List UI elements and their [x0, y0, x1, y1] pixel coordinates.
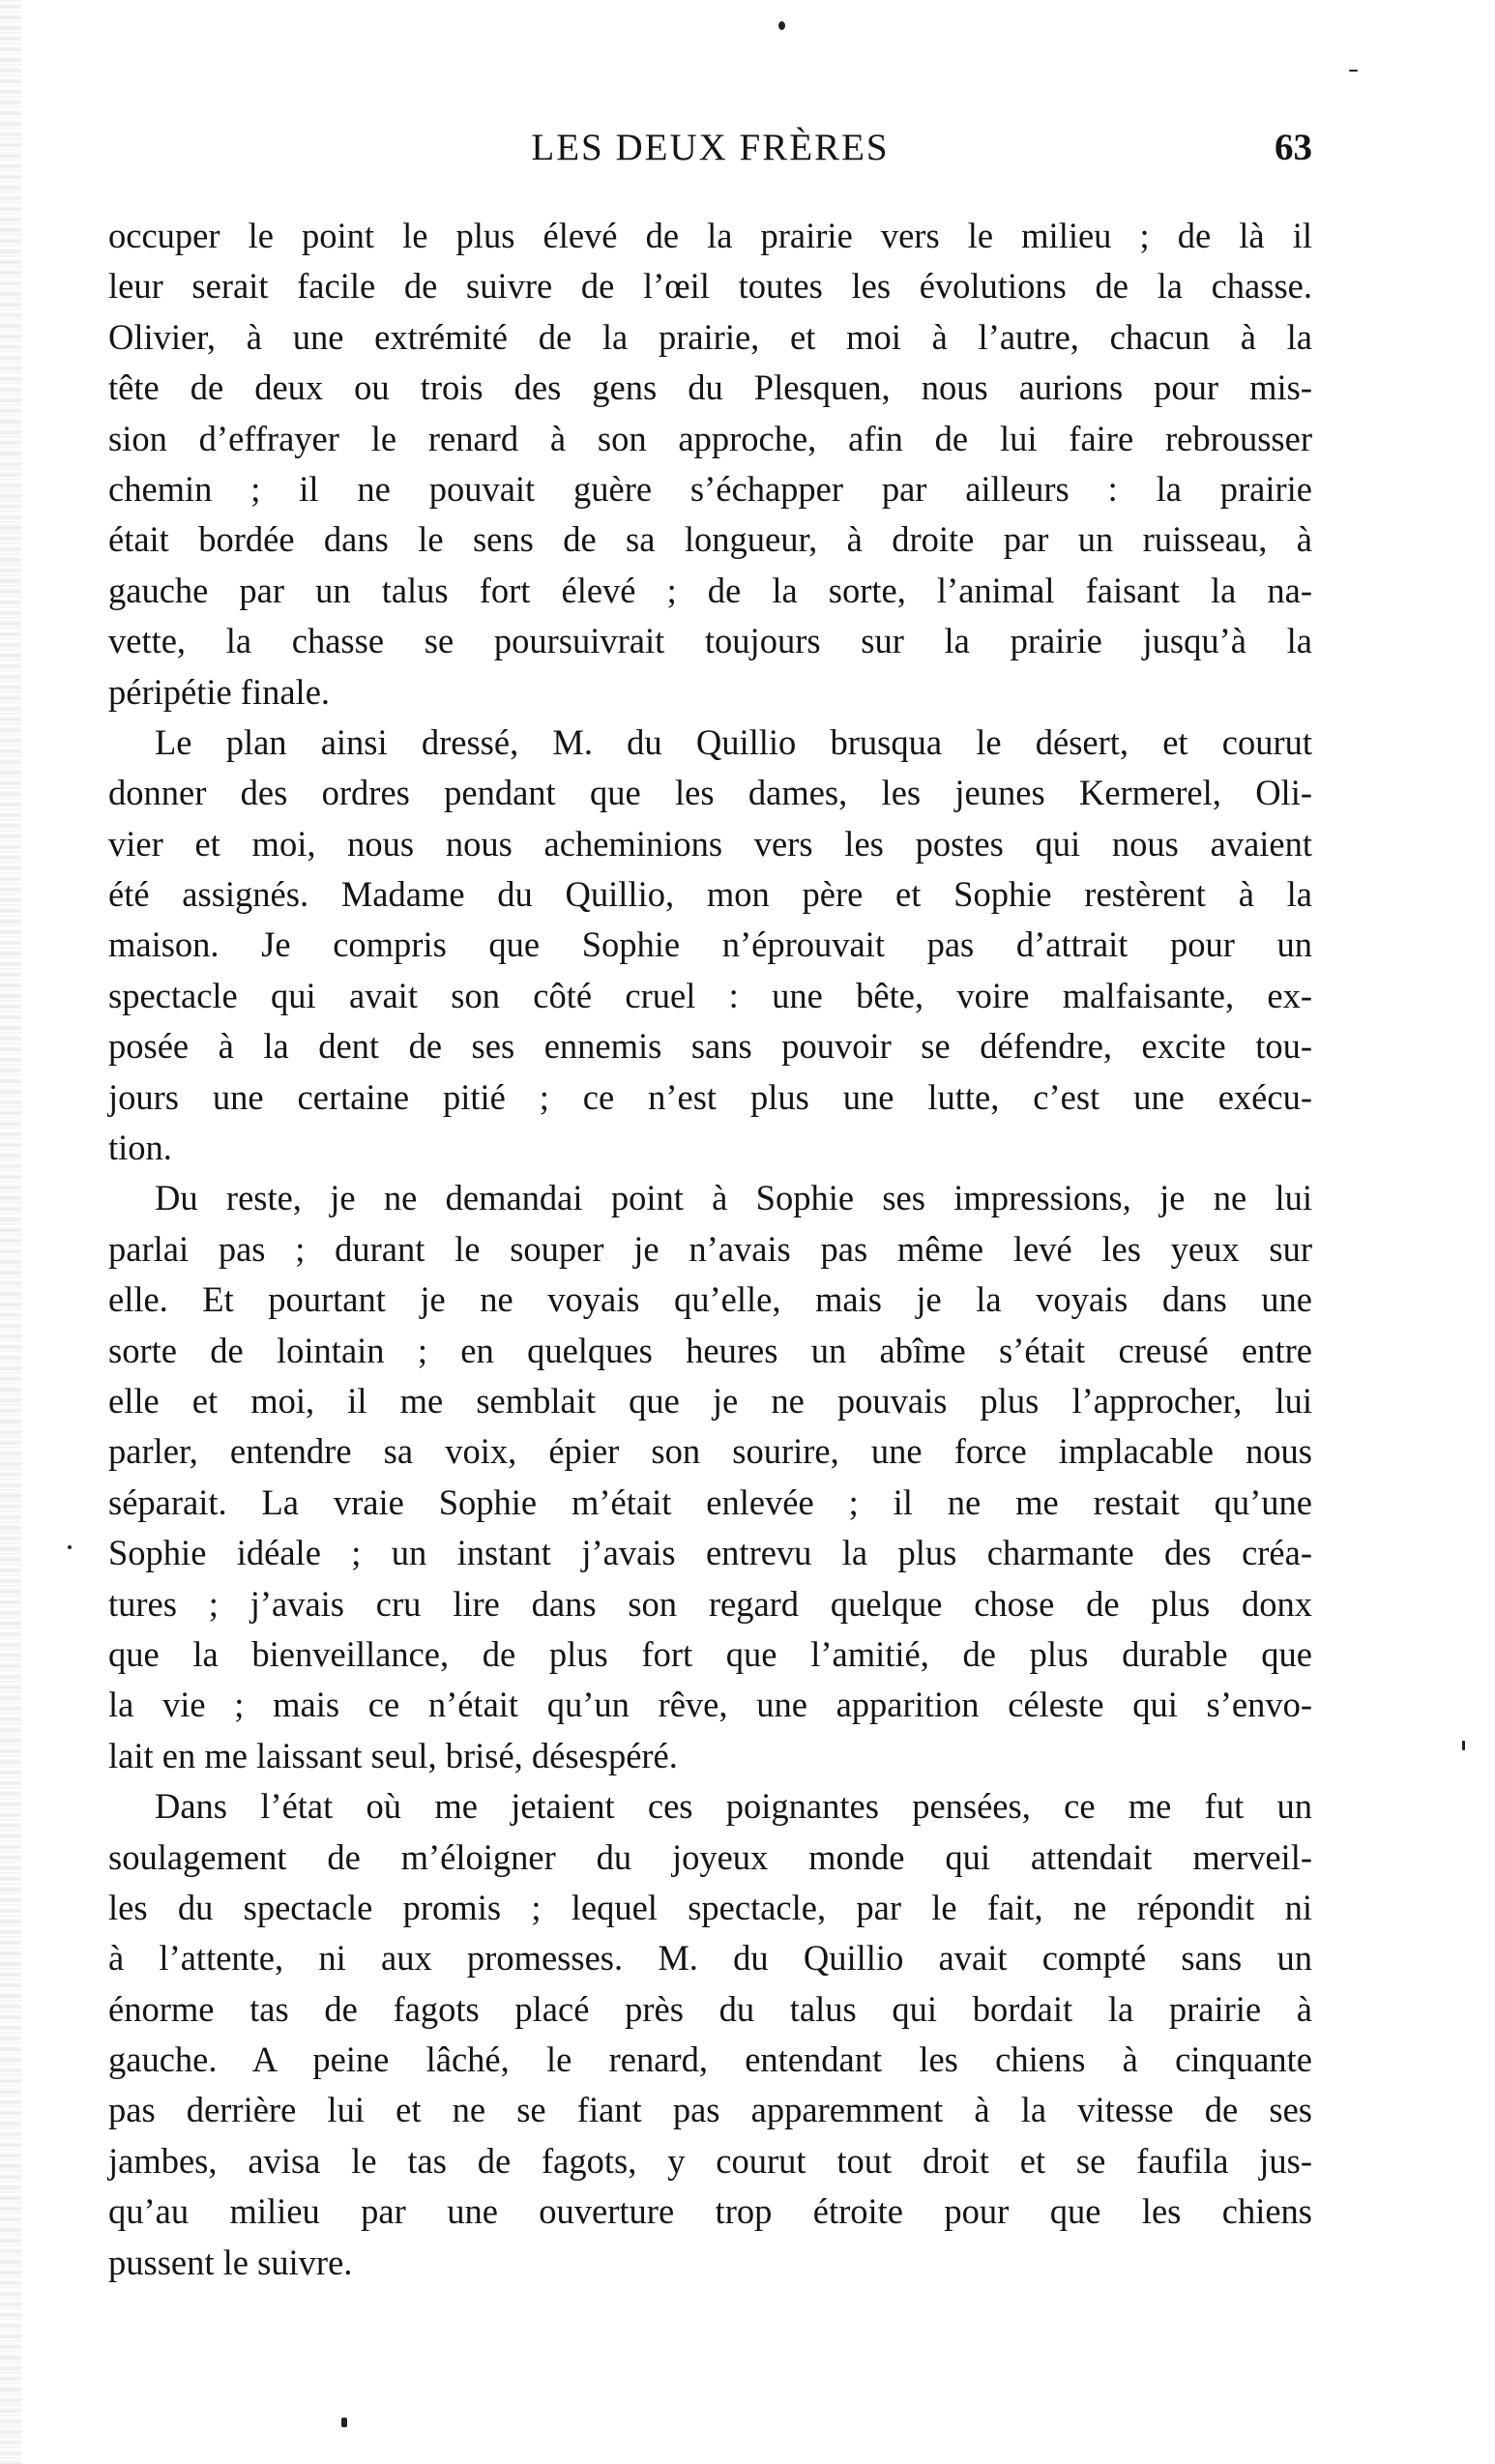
text-line: chemin ; il ne pouvait guère s’échapper par ailleurs : la prairie: [108, 468, 1312, 509]
text-line: Olivier, à une extrémité de la prairie, et moi à l’autre, chacun à la: [108, 316, 1312, 357]
text-line: été assignés. Madame du Quillio, mon père et Sophie restèrent à la: [108, 874, 1312, 915]
text-line: Du reste, je ne demandai point à Sophie ses impressions, je ne lui: [155, 1178, 1312, 1218]
paragraph: [108, 1173, 1312, 1781]
text-line: tête de deux ou trois des gens du Plesquen, nous aurions pour mis-: [108, 367, 1312, 408]
text-line: était bordée dans le sens de sa longueur, à droite par un ruisseau, à: [108, 519, 1312, 560]
text-line: tures ; j’avais cru lire dans son regard quelque chose de plus donx: [108, 1583, 1312, 1624]
text-line: maison. Je compris que Sophie n’éprouvait pas d’attrait pour un: [108, 924, 1312, 965]
paragraph: [108, 718, 1312, 1174]
text-line: qu’au milieu par une ouverture trop étroite pour que les chiens: [108, 2191, 1312, 2232]
text-line: pussent le suivre.: [108, 2242, 353, 2282]
text-line: énorme tas de fagots placé près du talus qui bordait la prairie à: [108, 1988, 1312, 2029]
text-line: les du spectacle promis ; lequel spectacle, par le fait, ne répondit ni: [108, 1887, 1312, 1927]
text-line: elle et moi, il me semblait que je ne pouvais plus l’approcher, lui: [108, 1380, 1312, 1421]
text-line: parler, entendre sa voix, épier son sourire, une force implacable nous: [108, 1431, 1312, 1472]
text-line: que la bienveillance, de plus fort que l’amitié, de plus durable que: [108, 1633, 1312, 1674]
text-line: donner des ordres pendant que les dames, les jeunes Kermerel, Oli-: [108, 773, 1312, 813]
text-line: jambes, avisa le tas de fagots, y courut tout droit et se faufila jus-: [108, 2140, 1312, 2181]
text-line: sorte de lointain ; en quelques heures un abîme s’était creusé entre: [108, 1330, 1312, 1370]
text-line: Sophie idéale ; un instant j’avais entrevu la plus charmante des créa-: [108, 1533, 1312, 1573]
text-line: posée à la dent de ses ennemis sans pouvoir se défendre, excite tou-: [108, 1026, 1312, 1067]
text-line: parlai pas ; durant le souper je n’avais pas même levé les yeux sur: [108, 1228, 1312, 1269]
ink-speck: [341, 2418, 347, 2427]
text-line: pas derrière lui et ne se fiant pas apparemment à la vitesse de ses: [108, 2090, 1312, 2130]
text-line: la vie ; mais ce n’était qu’un rêve, une apparition céleste qui s’envo-: [108, 1685, 1312, 1725]
text-line: gauche par un talus fort élevé ; de la sorte, l’animal faisant la na-: [108, 570, 1312, 610]
text-line: soulagement de m’éloigner du joyeux monde qui attendait merveil-: [108, 1836, 1312, 1877]
text-line: vette, la chasse se poursuivrait toujours sur la prairie jusqu’à la: [108, 621, 1312, 661]
text-line: péripétie finale.: [108, 671, 331, 712]
ink-speck: [778, 21, 785, 30]
text-line: lait en me laissant seul, brisé, désespéré.: [108, 1735, 678, 1775]
page-edge-shadow: [0, 0, 21, 2464]
text-line: gauche. A peine lâché, le renard, entendant les chiens à cinquante: [108, 2039, 1312, 2080]
text-line: occuper le point le plus élevé de la prairie vers le milieu ; de là il: [108, 216, 1312, 255]
paragraph: [108, 211, 1312, 718]
ink-speck: [1349, 70, 1358, 72]
text-line: elle. Et pourtant je ne voyais qu’elle, mais je la voyais dans une: [108, 1279, 1312, 1320]
text-line: Le plan ainsi dressé, M. du Quillio brusqua le désert, et courut: [155, 721, 1312, 762]
running-title: LES DEUX FRÈRES: [531, 127, 890, 168]
text-line: leur serait facile de suivre de l’œil toutes les évolutions de la chasse.: [108, 266, 1312, 307]
text-line: sion d’effrayer le renard à son approche, afin de lui faire rebrousser: [108, 418, 1312, 458]
text-line: Dans l’état où me jetaient ces poignantes pensées, ce me fut un: [155, 1786, 1312, 1827]
paragraph: [108, 1781, 1312, 2288]
page-header: [108, 126, 1312, 184]
text-line: vier et moi, nous nous acheminions vers les postes qui nous avaient: [108, 823, 1312, 864]
ink-speck: [1462, 1741, 1465, 1750]
text-line: spectacle qui avait son côté cruel : une bête, voire malfaisante, ex-: [108, 975, 1312, 1015]
text-line: tion.: [108, 1128, 172, 1168]
ink-speck: [68, 1545, 72, 1549]
text-line: séparait. La vraie Sophie m’était enlevée ; il ne me restait qu’une: [108, 1481, 1312, 1522]
text-line: à l’attente, ni aux promesses. M. du Quillio avait compté sans un: [108, 1938, 1312, 1979]
body-text: [108, 211, 1312, 2288]
text-line: jours une certaine pitié ; ce n’est plus une lutte, c’est une exécu-: [108, 1076, 1312, 1117]
page-number: 63: [1275, 127, 1312, 168]
